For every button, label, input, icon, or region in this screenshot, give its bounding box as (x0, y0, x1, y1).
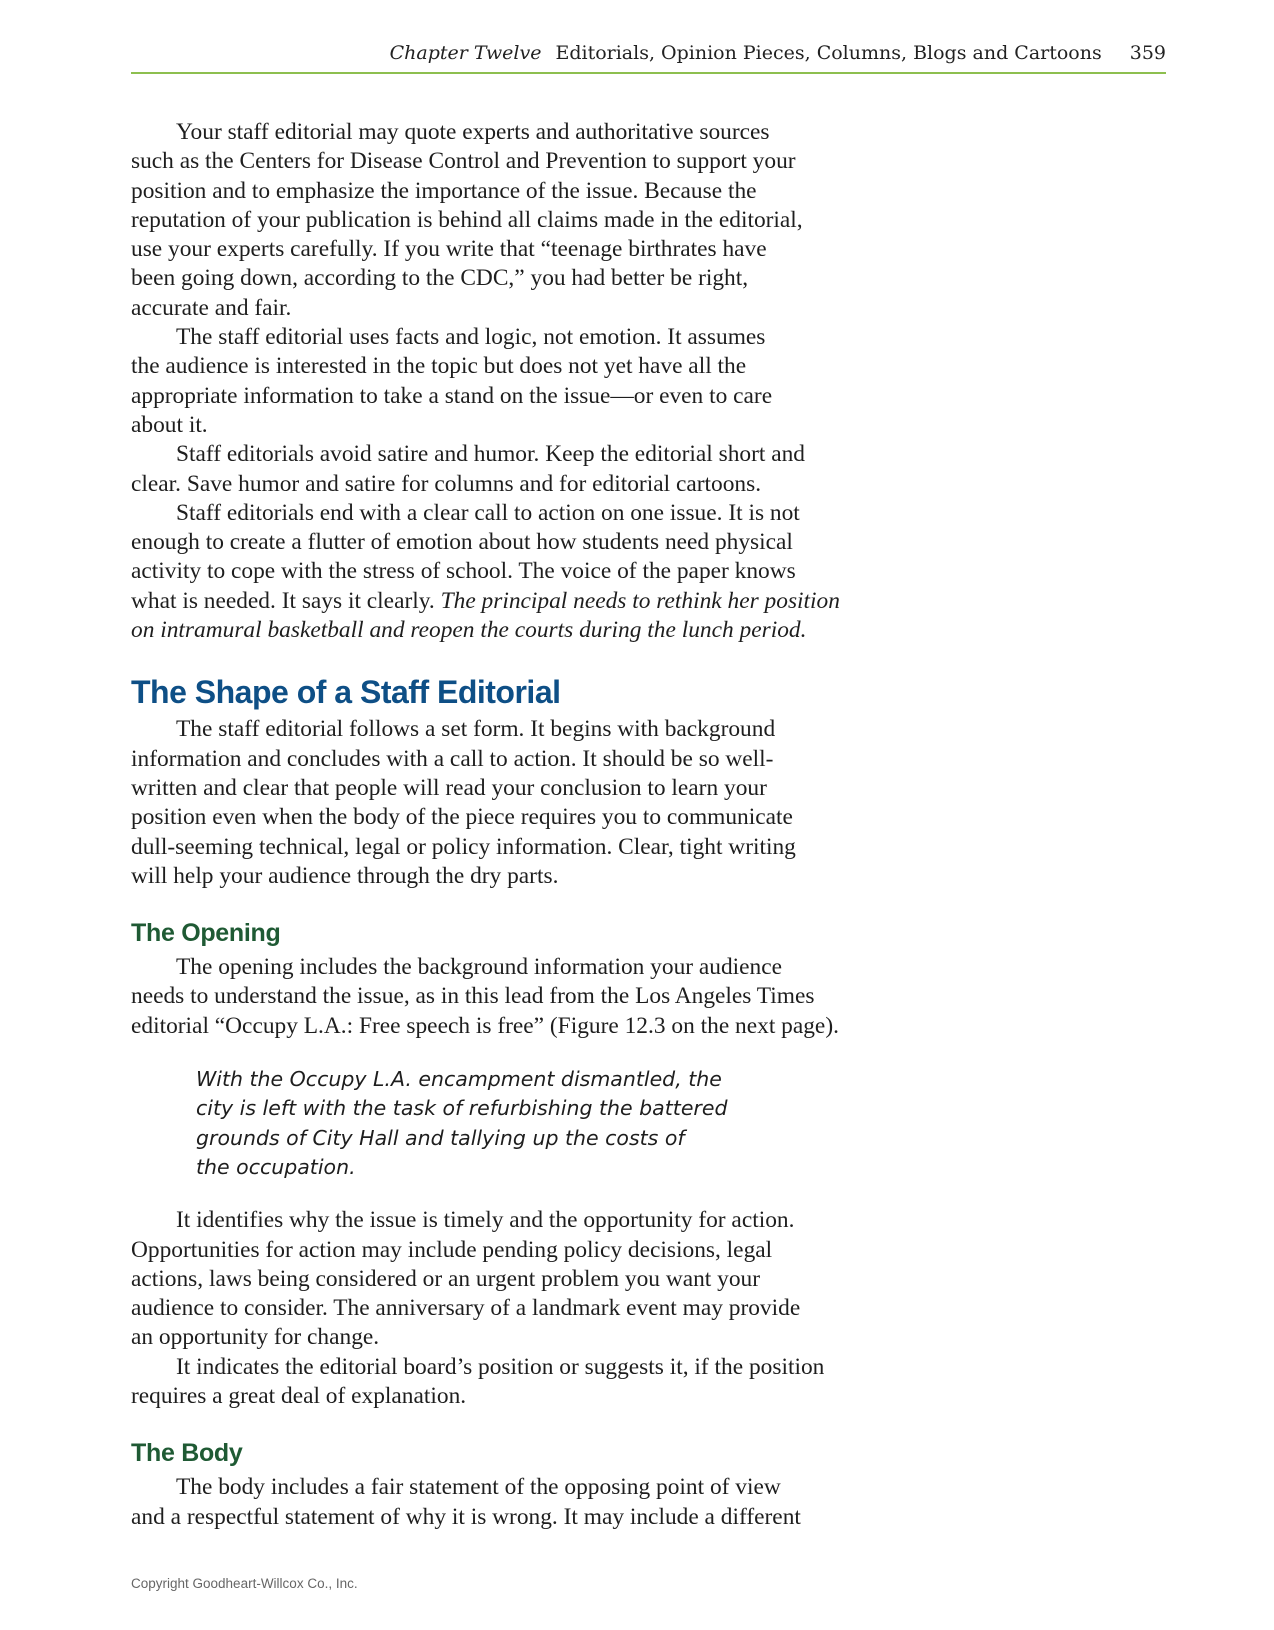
opening-timeliness-paragraph: It identifies why the issue is timely and the opportunity for action. Opportunities for action may include pending policy decisions, legal actions, laws being considered or an urgent problem you want your audience to consider. The anniversary of a landmark event may provide an opportunity for change. (131, 1207, 801, 1351)
copyright-footer: Copyright Goodheart-Willcox Co., Inc. (131, 1576, 358, 1591)
subsection-heading-opening: The Opening (131, 919, 281, 948)
chapter-title: Editorials, Opinion Pieces, Columns, Blogs and Cartoons (555, 42, 1102, 64)
chapter-label: Chapter Twelve (389, 42, 542, 64)
running-header (131, 38, 1166, 74)
intro-paragraph-2: The staff editorial uses facts and logic, not emotion. It assumes the audience is interested in the topic but does not yet have all the appropriate information to take a stand on the issue—or even to care about it. (131, 324, 773, 438)
block-quote: With the Occupy L.A. encampment dismantled, the city is left with the task of refurbishing the battered grounds of City Hall and tallying up the costs of the occupation. (196, 1067, 728, 1179)
intro-paragraph-1: Your staff editorial may quote experts and authoritative sources such as the Centers for Disease Control and Prevention to support your position and to emphasize the importance of the issue. Because the reputation of your publication is behind all claims made in the editorial, use your experts carefully. If you write that “teenage birthrates have been going down, according to the CDC,” you had better be right, accurate and fair. (131, 119, 803, 321)
opening-position-paragraph: It indicates the editorial board’s position or suggests it, if the position requires a great deal of explanation. (131, 1353, 825, 1409)
subsection-heading-body: The Body (131, 1439, 243, 1468)
intro-paragraph-4: Staff editorials end with a clear call to action on one issue. It is not enough to create a flutter of emotion about how students need physical activity to cope with the stress of school. The voice of the paper knows what is needed. It says it clearly. The principal needs to rethink her position on intramural basketball and reopen the courts during the lunch period. (131, 499, 840, 644)
opening-paragraph: The opening includes the background information your audience needs to understand the issue, as in this lead from the Los Angeles Times editorial “Occupy L.A.: Free speech is free” (Figure 12.3 on the next page). (131, 954, 839, 1039)
section-heading-shape: The Shape of a Staff Editorial (131, 674, 561, 711)
call-to-action-example: The principal needs to rethink her position (440, 587, 840, 614)
shape-paragraph: The staff editorial follows a set form. It begins with background information and concludes with a call to action. It should be so well- written and clear that people will read your conclusion to learn your position even when the body of the piece requires you to communicate dull-seeming technical, legal or policy information. Clear, tight writing will help your audience through the dry parts. (131, 716, 796, 889)
page-number: 359 (1129, 42, 1166, 64)
body-paragraph: The body includes a fair statement of the opposing point of view and a respectful statement of why it is wrong. It may include a different (131, 1474, 801, 1530)
page-body (131, 118, 901, 1532)
intro-paragraph-3: Staff editorials avoid satire and humor. Keep the editorial short and clear. Save humor and satire for columns and for editorial cartoons. (131, 441, 805, 497)
